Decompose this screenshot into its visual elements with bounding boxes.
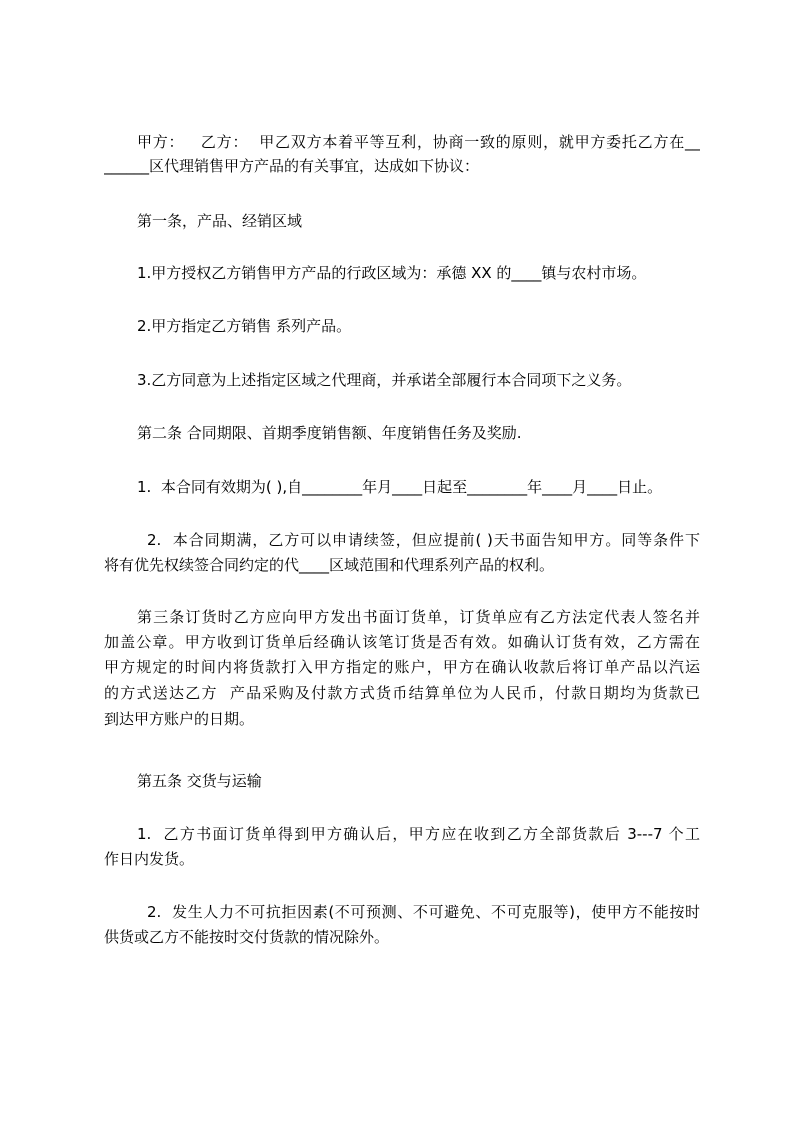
paragraph-line: 2. 本合同期满，乙方可以申请续签，但应提前( )天书面告知甲方。同等条件下 <box>147 531 700 549</box>
paragraph-line: 到达甲方账户的日期。 <box>104 710 255 728</box>
article-2-heading: 第二条 合同期限、首期季度销售额、年度销售任务及奖励. <box>137 424 522 442</box>
paragraph-line: 加盖公章。甲方收到订货单后经确认该笔订货是否有效。如确认订货有效，乙方需在 <box>104 633 700 651</box>
paragraph-line: 甲方规定的时间内将货款打入甲方指定的账户，甲方在确认收款后将订单产品以汽运 <box>104 658 700 676</box>
article-1-item-3: 3.乙方同意为上述指定区域之代理商，并承诺全部履行本合同项下之义务。 <box>137 371 632 389</box>
paragraph-line: 作日内发货。 <box>104 850 195 868</box>
paragraph-line: 甲方： 乙方： 甲乙双方本着平等互利，协商一致的原则，就甲方委托乙方在__ <box>137 133 700 151</box>
paragraph-line: 供货或乙方不能按时交付货款的情况除外。 <box>104 928 390 946</box>
paragraph-line: 将有优先权续签合同约定的代____区域范围和代理系列产品的权利。 <box>104 556 555 574</box>
article-1-item-2: 2.甲方指定乙方销售 系列产品。 <box>137 317 352 335</box>
article-1-heading: 第一条，产品、经销区域 <box>137 212 303 230</box>
article-1-item-1: 1.甲方授权乙方销售甲方产品的行政区域为：承德 XX 的____镇与农村市场。 <box>137 264 647 282</box>
paragraph-line: 1. 乙方书面订货单得到甲方确认后，甲方应在收到乙方全部货款后 3---7 个工 <box>137 825 700 843</box>
paragraph-line: 第三条订货时乙方应向甲方发出书面订货单，订货单应有乙方法定代表人签名并 <box>137 608 700 626</box>
paragraph-line: 1. 本合同有效期为( ),自________年月____日起至________年____月____日止。 <box>137 478 663 496</box>
paragraph-line: ______区代理销售甲方产品的有关事宜，达成如下协议： <box>104 157 480 175</box>
paragraph-line: 的方式送达乙方 产品采购及付款方式货币结算单位为人民币，付款日期均为货款已 <box>104 684 700 702</box>
paragraph-line: 2. 发生人力不可抗拒因素(不可预测、不可避免、不可克服等)，使甲方不能按时 <box>147 903 700 921</box>
article-5-heading: 第五条 交货与运输 <box>137 772 262 790</box>
